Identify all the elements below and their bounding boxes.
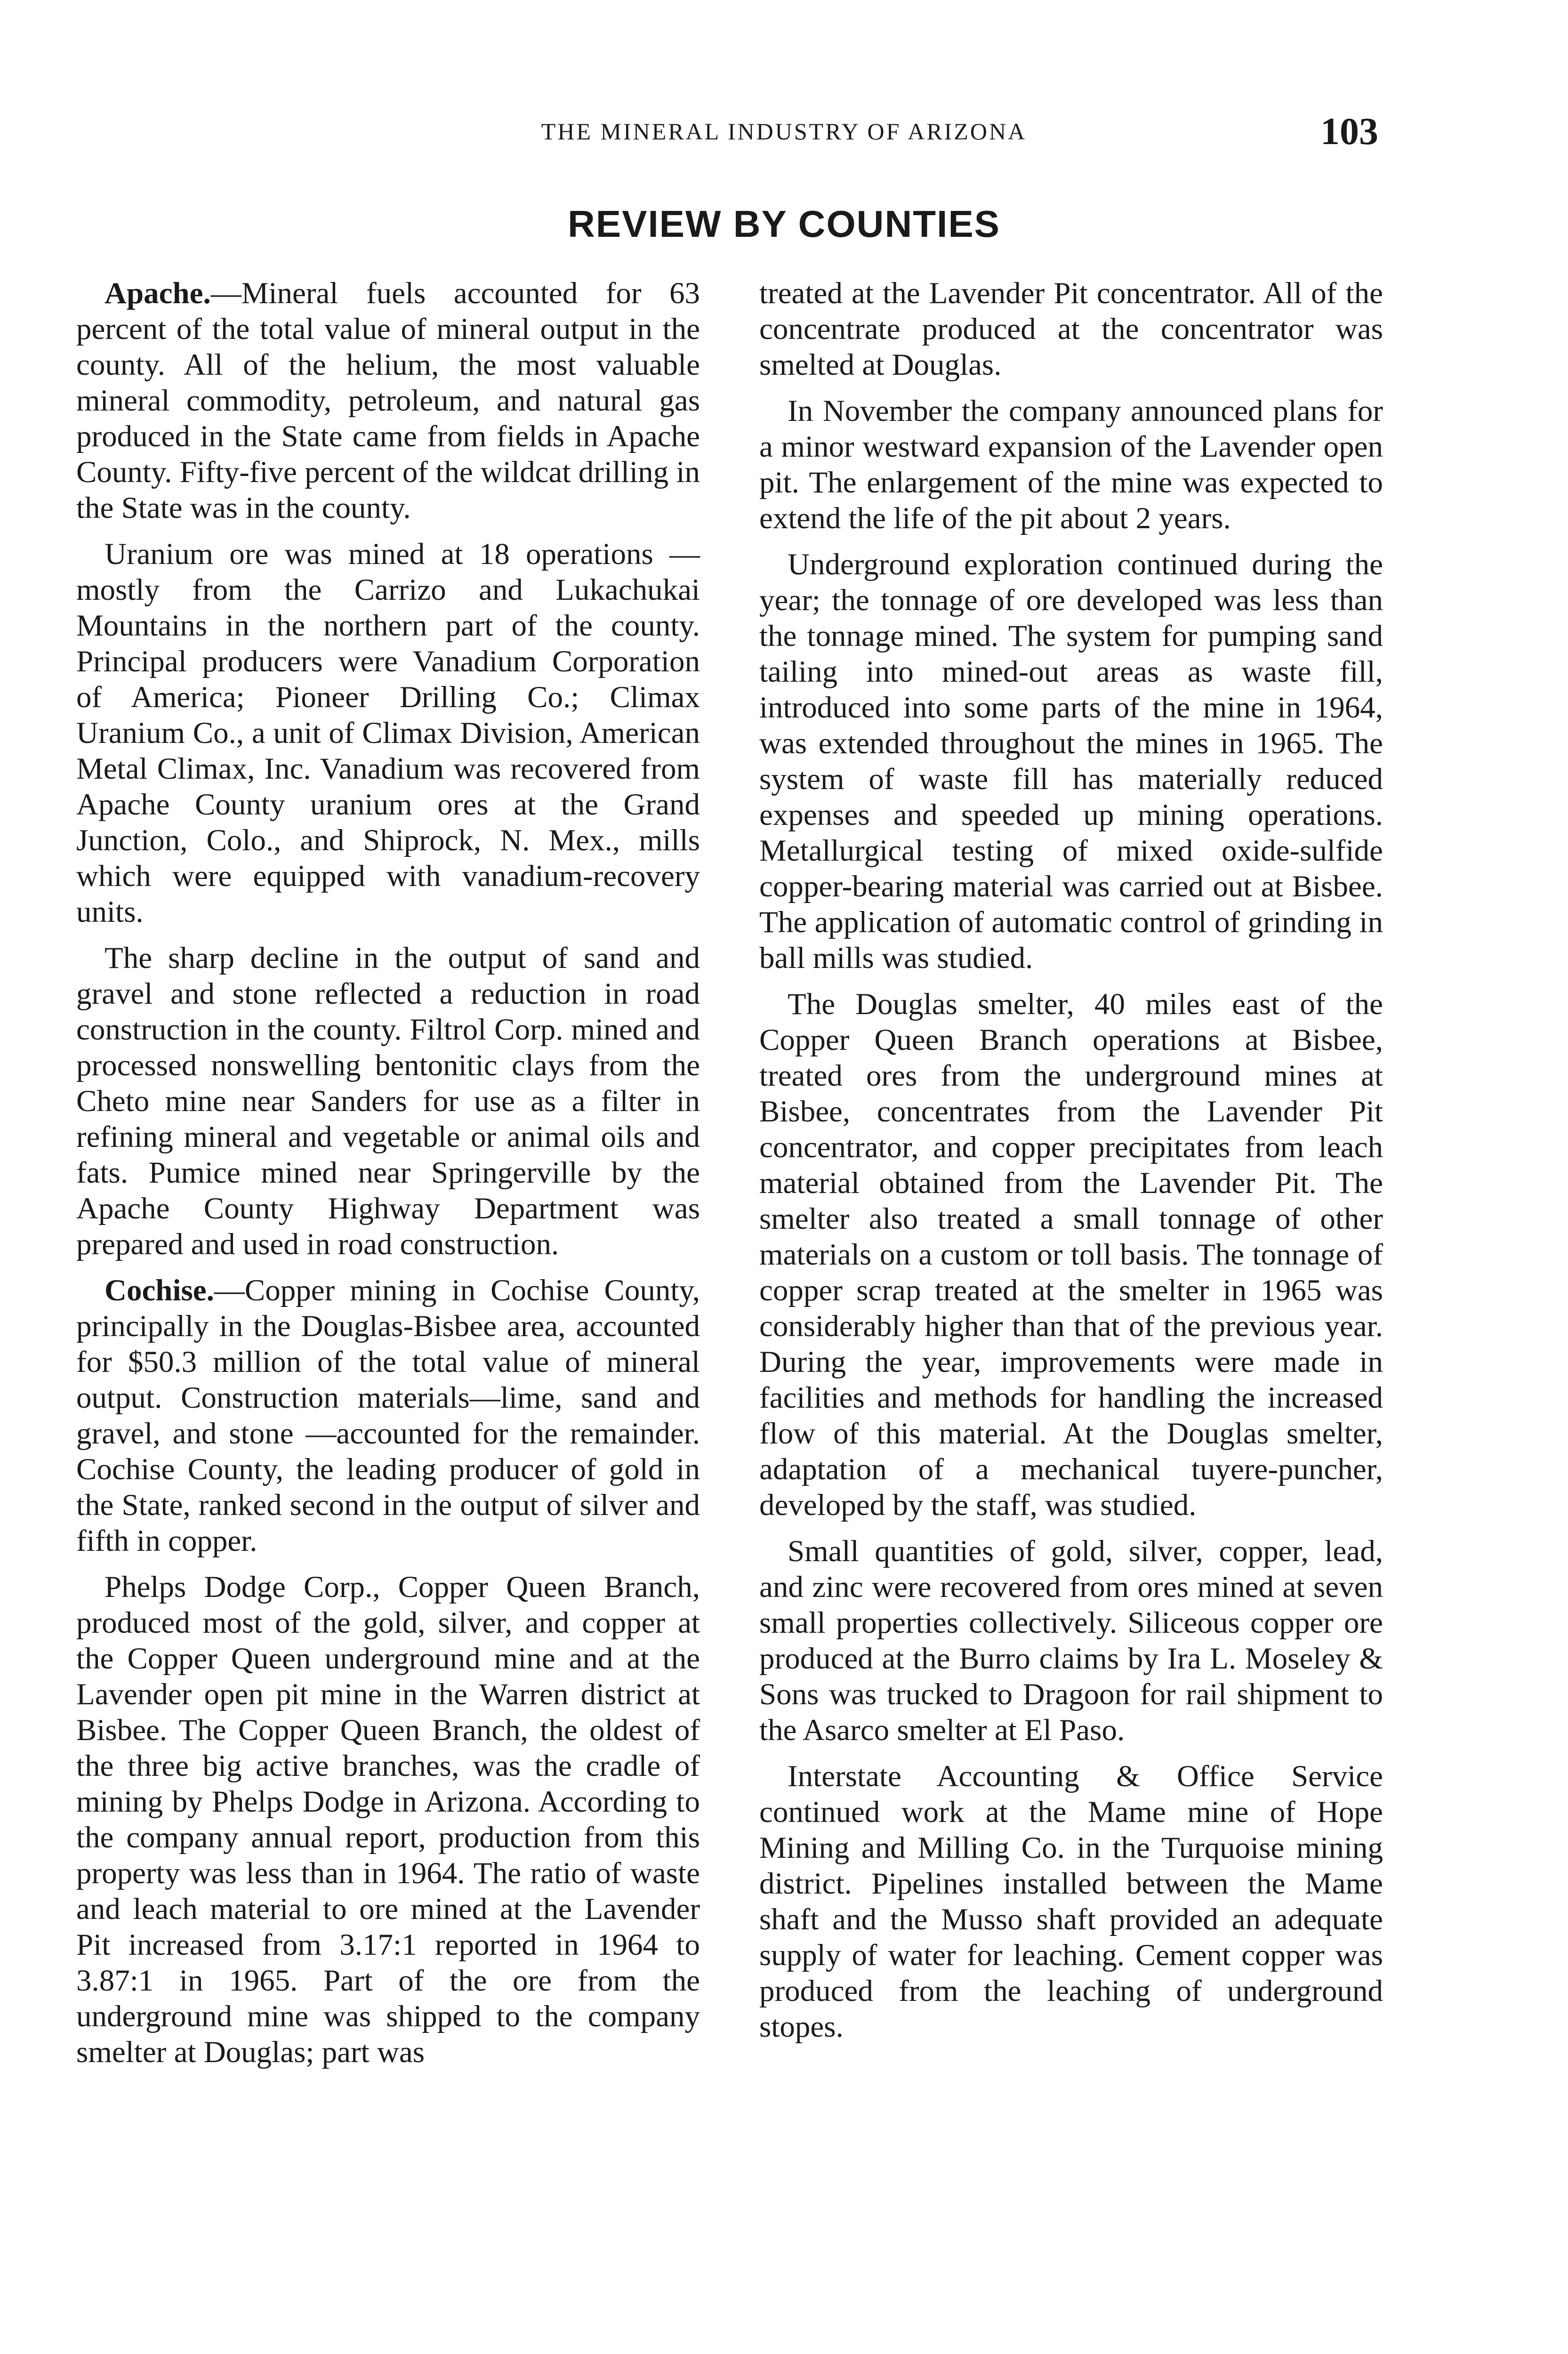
county-heading-cochise: Cochise. [105,1274,214,1307]
paragraph-text: —Copper mining in Cochise County, principally in the Douglas-Bisbee area, accounted for $50.3 million of the total value of mineral output. Construction materials—lime, sand and gravel, and stone —accounted for the remainder. Cochise County, the leading producer of gold in the State, ranked second in the output of silver and fifth in copper. [76,1274,700,1558]
paragraph-expansion: In November the company announced plans for a minor westward expansion of the Lavender open pit. The enlargement of the mine was expected to extend the life of the pit about 2 years. [759,394,1383,535]
paragraph-phelps-dodge: Phelps Dodge Corp., Copper Queen Branch, produced most of the gold, silver, and copper at the Copper Queen underground mine and at the Lavender open pit mine in the Warren district at Bisbee. The Copper Queen Branch, the oldest of the three big active branches, was the cradle of mining by Phelps Dodge in Arizona. According to the company annual report, production from this property was less than in 1964. The ratio of waste and leach material to ore mined at the Lavender Pit increased from 3.17:1 reported in 1964 to 3.87:1 in 1965. Part of the ore from the underground mine was shipped to the company smelter at Douglas; part was [76,1570,700,2069]
paragraph-douglas-smelter: The Douglas smelter, 40 miles east of the Copper Queen Branch operations at Bisbee, treated ores from the underground mines at Bisbee, concentrates from the Lavender Pit concentrator, and copper precipitates from leach material obtained from the Lavender Pit. The smelter also treated a small tonnage of other materials on a custom or toll basis. The tonnage of copper scrap treated at the smelter in 1965 was considerably higher than that of the previous year. During the year, improvements were made in facilities and methods for handling the increased flow of this material. At the Douglas smelter, adaptation of a mechanical tuyere-puncher, developed by the staff, was studied. [759,987,1383,1522]
left-column [76,275,700,2080]
paragraph-apache-intro [76,275,700,526]
paragraph-sand-gravel: The sharp decline in the output of sand and gravel and stone reflected a reduction in road construction in the county. Filtrol Corp. mined and processed nonswelling bentonitic clays from the Cheto mine near Sanders for use as a filter in refining mineral and vegetable or animal oils and fats. Pumice mined near Springerville by the Apache County Highway Department was prepared and used in road construction. [76,941,700,1261]
county-heading-apache: Apache. [105,276,211,310]
running-head: THE MINERAL INDUSTRY OF ARIZONA [541,118,1027,145]
page-number: 103 [1320,110,1378,153]
section-title: REVIEW BY COUNTIES [567,203,1001,245]
paragraph-exploration: Underground exploration continued during the year; the tonnage of ore developed was less than the tonnage mined. The system for pumping sand tailing into mined-out areas as waste fill, introduced into some parts of the mine in 1964, was extended throughout the mines in 1965. The system of waste fill has materially reduced expenses and speeded up mining operations. Metallurgical testing of mixed oxide-sulfide copper-bearing material was carried out at Bisbee. The application of automatic control of grinding in ball mills was studied. [759,548,1383,975]
right-column [759,275,1383,2055]
paragraph-uranium: Uranium ore was mined at 18 operations —mostly from the Carrizo and Lukachukai Mountains in the northern part of the county. Principal producers were Vanadium Corporation of America; Pioneer Drilling Co.; Climax Uranium Co., a unit of Climax Division, American Metal Climax, Inc. Vanadium was recovered from Apache County uranium ores at the Grand Junction, Colo., and Shiprock, N. Mex., mills which were equipped with vanadium-recovery units. [76,537,700,929]
paragraph-cochise-intro [76,1273,700,1559]
paragraph-text: —Mineral fuels accounted for 63 percent of the total value of mineral output in the county. All of the helium, the most valuable mineral commodity, petroleum, and natural gas produced in the State came from fields in Apache County. Fifty-five percent of the wildcat drilling in the State was in the county. [76,276,700,525]
paragraph-small-properties: Small quantities of gold, silver, copper, lead, and zinc were recovered from ores mined at seven small properties collectively. Siliceous copper ore produced at the Burro claims by Ira L. Moseley & Sons was trucked to Dragoon for rail shipment to the Asarco smelter at El Paso. [759,1534,1383,1747]
paragraph-interstate: Interstate Accounting & Office Service continued work at the Mame mine of Hope Mining and Milling Co. in the Turquoise mining district. Pipelines installed between the Mame shaft and the Musso shaft provided an adequate supply of water for leaching. Cement copper was produced from the leaching of underground stopes. [759,1759,1383,2044]
paragraph-concentrator: treated at the Lavender Pit concentrator. All of the concentrate produced at the concentrator was smelted at Douglas. [759,276,1383,382]
